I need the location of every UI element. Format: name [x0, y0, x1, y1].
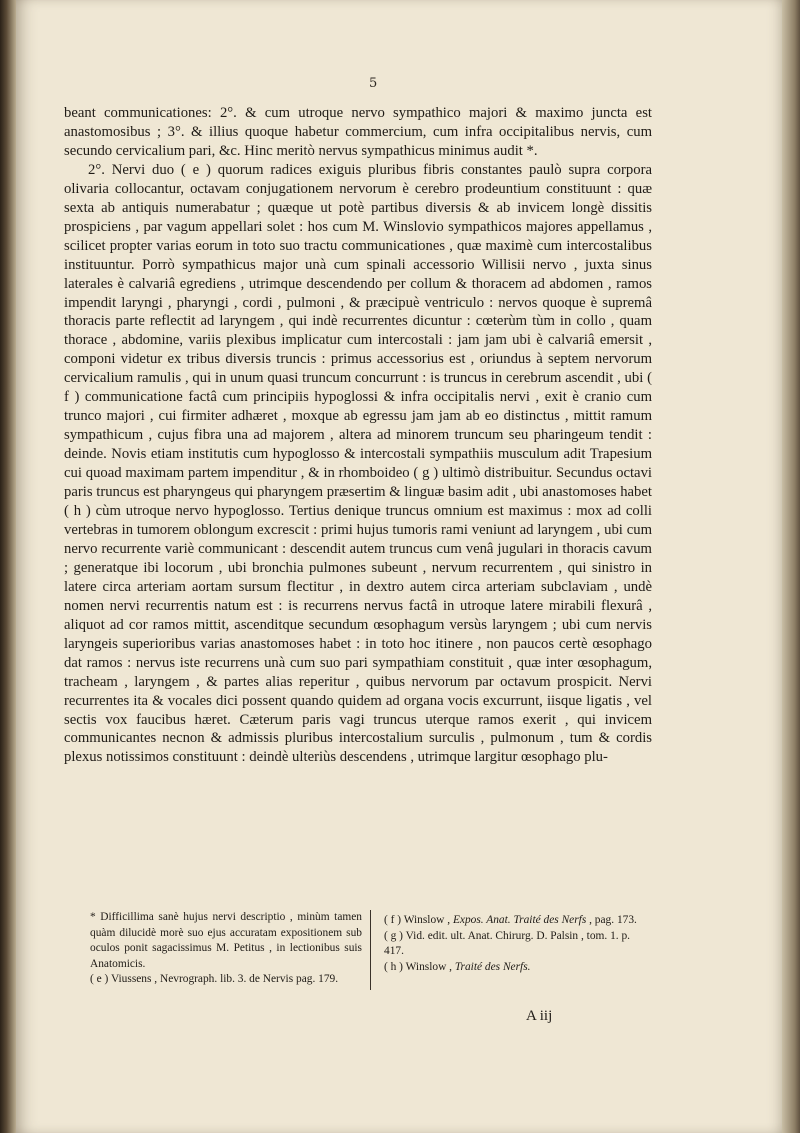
footnote-f-prefix: ( f ) Winslow , — [384, 914, 453, 926]
footnote-f — [384, 913, 652, 929]
paragraph: 2°. Nervi duo ( e ) quorum radices exiguis pluribus fibris constantes paulò supra corpora olivaria collocantur, octavam conjugationem nervorum è cerebro prodeuntium constituunt : quæ sexta ab antiquis numerabatur ; quæque ut potè partibus diversis & ab invicem longè dissitis prospiciens , par vagum appellari solet : hos cum M. Winslovio sympathicos majores appellamus , scilicet propter varias eorum in toto suo tractu communicationes , quæ maximè cum intercostalibus instituuntur. Porrò sympathicus major unà cum spinali accessorio Willisii nervo , juxta sinus laterales è calvariâ egrediens , utrimque descendendo per collum & thoracem ad abdomen , ramos impendit laryngi , pharyngi , cordi , pulmoni , & præcipuè ventriculo : nervos quoque è supremâ thoracis parte reflectit ad laryngem , qui indè recurrentes dicuntur : cœterùm tùm in collo , quam thorace , abdomine, variis plexibus implicatur cum intercostali : jam jam ubi è calvariâ emersit , componi videtur ex tribus diversis truncis : primus accessorius est , oriundus à septem nervorum cervicalium ramulis , qui in unum quasi truncum concurrunt : is truncus in cerebrum ascendit , ubi ( f ) communicatione factâ cum principiis hypoglossi & infra occipitalis nervi , exit è cranio cum trunco majori , cui firmiter adhæret , moxque ab egressu jam jam ab eo distinctus , mittit ramum sympathicum , cujus fibra una ad majorem , altera ad minorem truncum seu pharingeum tendit : deinde. Novis etiam institutis cum hypoglosso & intercostali sympathiis musculum adit Trapesium cui quoad maximam partem impenditur , & in rhomboideo ( g ) ultimò distribuitur. Secundus octavi paris truncus est pharyngeus qui pharyngem præsertim & linguæ basim adit , ubi anastomoses habet ( h ) cùm utroque nervo hypoglosso. Tertius denique truncus omnium est maximus : mox ad colli vertebras in tumorem oblongum excrescit : primi hujus tumoris rami veniunt ad laryngem , ubi cum nervo recurrente variè communicant : descendit autem truncus cum venâ jugulari in thoracis cavum ; generatque ibi locorum , ubi bronchia pulmones subeunt , nervum recurrentem , qui sinistro in latere circa arteriam aortam sursum flectitur , in dextro autem circa arteriam subclaviam , undè nomen nervi recurrentis natum est : is recurrens nervus factâ in utroque latere mirabili flexurâ , aliquot ad cor ramos mittit, ascenditque secundum œsophagum versùs laryngem ; ubi cum nervis laryngeis superioribus varias anastomoses habet : in toto hoc itinere , non paucos certè œsophago dat ramos : nervus iste recurrens unà cum suo pari sympathiam constituit , quæ inter œsophagum, tracheam , laryngem , & partes alias reperitur , quibus nervorum par octavum prospicit. Nervi recurrentes ita & vocales dici possent quando quidem ad organa vocis excurrunt, iisque ligatis , vel sectis vox faucibus hæret. Cæterum paris vagi truncus uterque ramos exerit , qui invicem communicantes necnon & admissis pluribus intercostalium surculis , pulmonum , tum & cordis plexus notissimos constituunt : deindè ulteriùs descendens , utrimque largitur œsophago plu- — [64, 161, 652, 766]
footnote-star: * Difficillima sanè hujus nervi descriptio , minùm tamen quàm dilucidè morè suo ejus accuratam expositionem sub oculos ponit sagacissimus M. Petitus , in lectionibus suis Anatomicis. — [90, 911, 362, 970]
footnote-f-suffix: , pag. 173. — [586, 914, 637, 926]
book-gutter-shadow — [0, 0, 16, 1133]
page-number: 5 — [369, 76, 378, 91]
footnote-h — [384, 960, 652, 976]
footnote-h-title: Traité des Nerfs. — [454, 960, 531, 973]
page-edge-shadow — [782, 0, 800, 1133]
main-text — [64, 104, 652, 767]
footnotes-left — [90, 910, 362, 988]
footnotes-right — [384, 913, 652, 975]
footnote-h-prefix: ( h ) Winslow , — [384, 960, 455, 973]
footnote-g: ( g ) Vid. edit. ult. Anat. Chirurg. D. Palsin , tom. 1. p. 417. — [384, 929, 631, 957]
paragraph: beant communicationes: 2°. & cum utroque nervo sympathico majori & maximo juncta est anastomosibus ; 3°. & illius quoque habetur commercium, cum infra occipitalibus nervis, cum secundo cervicalium pari, &c. Hinc meritò nervus sympathicus minimus audit *. — [64, 105, 652, 159]
signature-mark: A iij — [526, 1008, 553, 1024]
footnote-column-divider — [370, 910, 371, 990]
footnote-f-title: Expos. Anat. Traité des Nerfs — [452, 914, 587, 926]
footnote-e: ( e ) Viussens , Nevrograph. lib. 3. de Nervis pag. 179. — [90, 973, 339, 985]
